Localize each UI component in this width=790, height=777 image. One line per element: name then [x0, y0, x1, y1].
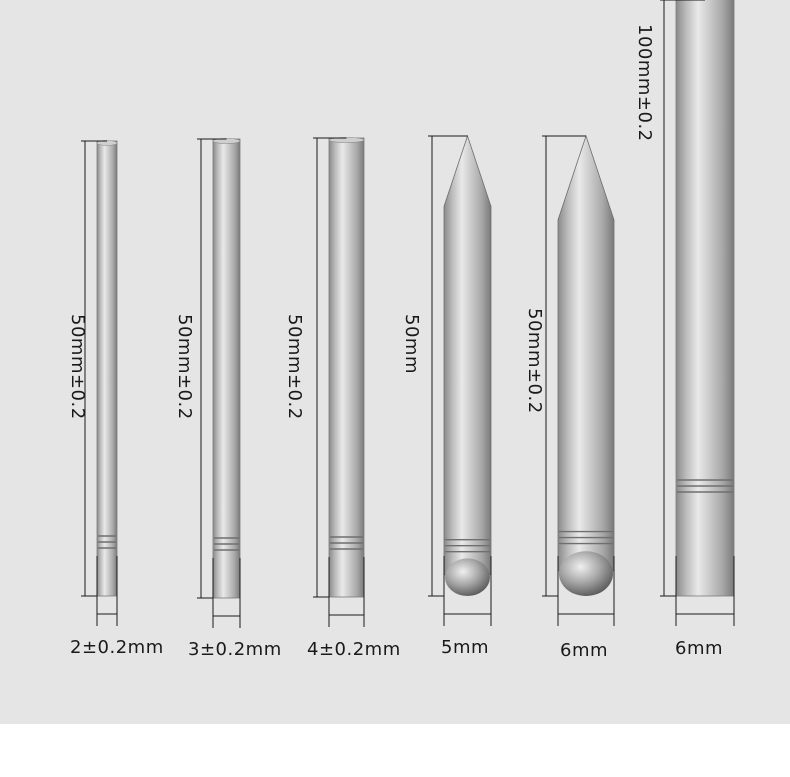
- pin-5: [558, 136, 614, 596]
- pin-5-length-label: 50mm±0.2: [524, 308, 545, 414]
- pin-2-body: [213, 139, 240, 598]
- pin-1-length-label: 50mm±0.2: [67, 314, 88, 420]
- pin-2-length-label: 50mm±0.2: [174, 314, 195, 420]
- pin-3-diameter-label: 4±0.2mm: [307, 639, 401, 660]
- pin-5-ball-tip: [559, 551, 613, 596]
- pin-6-body: [676, 0, 734, 596]
- pin-1-diameter-label: 2±0.2mm: [70, 637, 164, 658]
- pin-3-length-label: 50mm±0.2: [284, 314, 305, 420]
- pin-3: [329, 138, 364, 598]
- pin-2: [213, 139, 240, 599]
- pin-3-body: [329, 138, 364, 597]
- pin-4-length-label: 50mm: [401, 314, 422, 374]
- pin-1: [97, 141, 117, 597]
- pin-6-length-label: 100mm±0.2: [634, 24, 655, 142]
- pin-4-diameter-label: 5mm: [441, 637, 490, 658]
- pin-1-body: [97, 141, 117, 596]
- pin-6: [676, 0, 734, 596]
- pin-6-diameter-label: 6mm: [675, 638, 724, 659]
- pin-4-body: [444, 136, 491, 575]
- pin-4: [444, 136, 491, 596]
- pin-2-diameter-label: 3±0.2mm: [188, 639, 282, 660]
- pin-4-ball-tip: [445, 558, 490, 596]
- pin-5-body: [558, 136, 614, 571]
- pin-5-diameter-label: 6mm: [560, 640, 609, 661]
